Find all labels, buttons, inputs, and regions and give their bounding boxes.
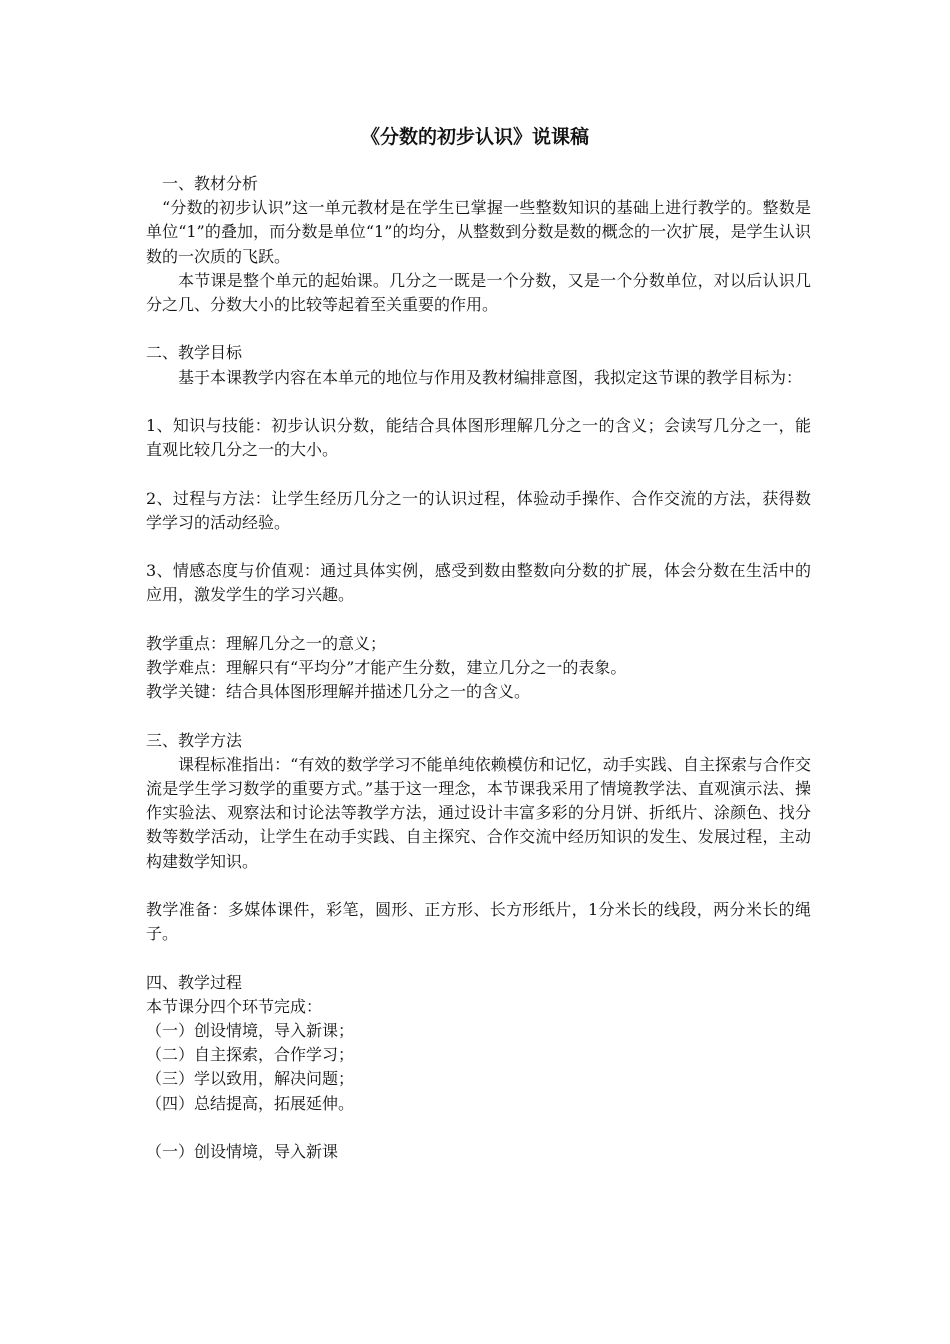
paragraph: 本节课分四个环节完成： — [146, 996, 323, 1016]
teaching-preparation: 教学准备：多媒体课件，彩笔，圆形、正方形、长方形纸片，1分米长的线段，两分米长的绳子。 — [146, 899, 811, 944]
document-title: 《分数的初步认识》说课稿 — [360, 126, 589, 148]
key-point: 教学重点：理解几分之一的意义； — [146, 633, 387, 653]
section-heading: 四、教学过程 — [146, 972, 243, 992]
section-heading: 二、教学目标 — [146, 343, 243, 363]
section-heading: 三、教学方法 — [146, 730, 243, 750]
paragraph: 课程标准指出：“有效的数学学习不能单纯依赖模仿和记忆，动手实践、自主探索与合作交流是学生学习数学的重要方式。”基于这一理念，本节课我采用了情境教学法、直观演示法、操作实验法、观察法和讨论法等教学方法，通过设计丰富多彩的分月饼、折纸片、涂颜色、找分数等数学活动，让学生在动手实践、自主探究、合作交流中经历知识的发生、发展过程，主动构建数学知识。 — [146, 754, 811, 871]
step-item: （一）创设情境，导入新课； — [146, 1020, 355, 1040]
step-item: （二）自主探索，合作学习； — [146, 1045, 355, 1065]
crux-point: 教学关键：结合具体图形理解并描述几分之一的含义。 — [146, 682, 531, 702]
difficult-point: 教学难点：理解只有“平均分”才能产生分数，建立几分之一的表象。 — [146, 657, 627, 677]
goal-item: 1、知识与技能：初步认识分数，能结合具体图形理解几分之一的含义；会读写几分之一，能直观比较几分之一的大小。 — [146, 416, 811, 460]
document-body — [146, 172, 811, 1164]
paragraph: 基于本课教学内容在本单元的地位与作用及教材编排意图，我拟定这节课的教学目标为： — [178, 367, 803, 387]
paragraph: “分数的初步认识”这一单元教材是在学生已掌握一些整数知识的基础上进行教学的。整数是单位“1”的叠加，而分数是单位“1”的均分，从整数到分数是数的概念的一次扩展，是学生认识数的一次质的飞跃。 — [146, 198, 811, 266]
goal-item: 2、过程与方法：让学生经历几分之一的认识过程，体验动手操作、合作交流的方法，获得数学学习的活动经验。 — [146, 488, 811, 532]
step-item: （三）学以致用，解决问题； — [146, 1069, 355, 1089]
subsection-heading: （一）创设情境，导入新课 — [146, 1141, 339, 1161]
paragraph: 本节课是整个单元的起始课。几分之一既是一个分数，又是一个分数单位，对以后认识几分之几、分数大小的比较等起着至关重要的作用。 — [146, 270, 811, 315]
section-heading: 一、教材分析 — [162, 174, 259, 193]
step-item: （四）总结提高，拓展延伸。 — [146, 1093, 355, 1113]
goal-item: 3、情感态度与价值观：通过具体实例，感受到数由整数向分数的扩展，体会分数在生活中的应用，激发学生的学习兴趣。 — [146, 561, 811, 605]
